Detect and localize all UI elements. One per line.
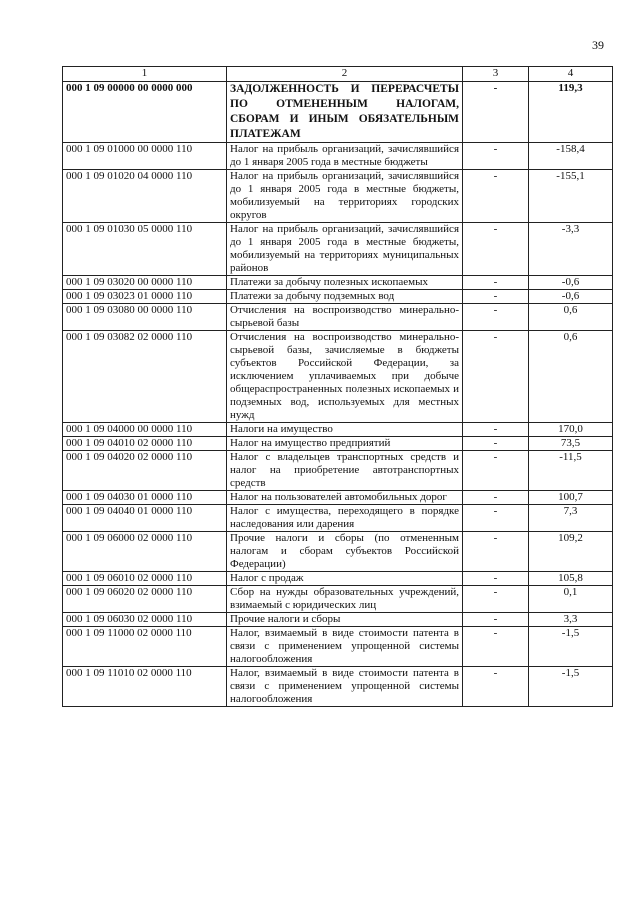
column-3-cell: - (463, 505, 529, 532)
name-cell: Налог на пользователей автомобильных дорог (227, 491, 463, 505)
code-cell: 000 1 09 03023 01 0000 110 (63, 290, 227, 304)
name-cell: ЗАДОЛЖЕННОСТЬ И ПЕРЕРАСЧЕТЫ ПО ОТМЕНЕННЫМ НАЛОГАМ, СБОРАМ И ИНЫМ ОБЯЗАТЕЛЬНЫМ ПЛАТЕЖАМ (227, 82, 463, 143)
name-cell: Налог на прибыль организаций, зачислявшийся до 1 января 2005 года в местные бюджеты (227, 143, 463, 170)
table-row (63, 532, 613, 572)
amount-cell: 3,3 (529, 613, 613, 627)
column-3-cell: - (463, 170, 529, 223)
code-cell: 000 1 09 01030 05 0000 110 (63, 223, 227, 276)
table-row (63, 572, 613, 586)
column-3-cell: - (463, 223, 529, 276)
amount-cell: 100,7 (529, 491, 613, 505)
column-3-cell: - (463, 143, 529, 170)
table-row (63, 667, 613, 707)
column-3-cell: - (463, 451, 529, 491)
amount-cell: 119,3 (529, 82, 613, 143)
amount-cell: -0,6 (529, 290, 613, 304)
table-body (63, 82, 613, 707)
code-cell: 000 1 09 04040 01 0000 110 (63, 505, 227, 532)
column-3-cell: - (463, 290, 529, 304)
column-3-cell: - (463, 423, 529, 437)
code-cell: 000 1 09 04020 02 0000 110 (63, 451, 227, 491)
name-cell: Налоги на имущество (227, 423, 463, 437)
code-cell: 000 1 09 04010 02 0000 110 (63, 437, 227, 451)
name-cell: Прочие налоги и сборы (227, 613, 463, 627)
amount-cell: 105,8 (529, 572, 613, 586)
table-row (63, 331, 613, 423)
amount-cell: -155,1 (529, 170, 613, 223)
table-header-row (63, 67, 613, 82)
amount-cell: 170,0 (529, 423, 613, 437)
budget-table (62, 66, 613, 707)
amount-cell: 109,2 (529, 532, 613, 572)
name-cell: Налог с имущества, переходящего в порядке наследования или дарения (227, 505, 463, 532)
code-cell: 000 1 09 06020 02 0000 110 (63, 586, 227, 613)
amount-cell: -11,5 (529, 451, 613, 491)
code-cell: 000 1 09 04030 01 0000 110 (63, 491, 227, 505)
column-header-1: 1 (63, 67, 227, 82)
table-row (63, 437, 613, 451)
table-row (63, 451, 613, 491)
name-cell: Платежи за добычу подземных вод (227, 290, 463, 304)
column-3-cell: - (463, 491, 529, 505)
table-row (63, 223, 613, 276)
table-row (63, 170, 613, 223)
name-cell: Налог на прибыль организаций, зачислявшийся до 1 января 2005 года в местные бюджеты, мобилизуемый на территориях муниципальных районов (227, 223, 463, 276)
table-row (63, 586, 613, 613)
code-cell: 000 1 09 06010 02 0000 110 (63, 572, 227, 586)
amount-cell: -3,3 (529, 223, 613, 276)
name-cell: Прочие налоги и сборы (по отмененным налогам и сборам субъектов Российской Федерации) (227, 532, 463, 572)
code-cell: 000 1 09 11010 02 0000 110 (63, 667, 227, 707)
column-3-cell: - (463, 627, 529, 667)
name-cell: Налог, взимаемый в виде стоимости патента в связи с применением упрощенной системы налогообложения (227, 667, 463, 707)
table-row (63, 304, 613, 331)
amount-cell: 0,6 (529, 331, 613, 423)
table-row (63, 505, 613, 532)
page-number: 39 (592, 38, 604, 52)
name-cell: Налог с владельцев транспортных средств и налог на приобретение автотранспортных средств (227, 451, 463, 491)
code-cell: 000 1 09 00000 00 0000 000 (63, 82, 227, 143)
table-row (63, 423, 613, 437)
table-row (63, 613, 613, 627)
table-row (63, 276, 613, 290)
name-cell: Налог на прибыль организаций, зачислявшийся до 1 января 2005 года в местные бюджеты, мобилизуемый на территориях городских округов (227, 170, 463, 223)
column-3-cell: - (463, 304, 529, 331)
code-cell: 000 1 09 11000 02 0000 110 (63, 627, 227, 667)
column-3-cell: - (463, 572, 529, 586)
name-cell: Налог на имущество предприятий (227, 437, 463, 451)
amount-cell: 0,1 (529, 586, 613, 613)
column-3-cell: - (463, 437, 529, 451)
table-row (63, 627, 613, 667)
amount-cell: 73,5 (529, 437, 613, 451)
column-3-cell: - (463, 613, 529, 627)
amount-cell: -0,6 (529, 276, 613, 290)
code-cell: 000 1 09 06030 02 0000 110 (63, 613, 227, 627)
code-cell: 000 1 09 06000 02 0000 110 (63, 532, 227, 572)
name-cell: Налог, взимаемый в виде стоимости патента в связи с применением упрощенной системы налогообложения (227, 627, 463, 667)
column-3-cell: - (463, 82, 529, 143)
amount-cell: -1,5 (529, 627, 613, 667)
amount-cell: 0,6 (529, 304, 613, 331)
column-header-2: 2 (227, 67, 463, 82)
amount-cell: -158,4 (529, 143, 613, 170)
code-cell: 000 1 09 01020 04 0000 110 (63, 170, 227, 223)
name-cell: Налог с продаж (227, 572, 463, 586)
amount-cell: 7,3 (529, 505, 613, 532)
amount-cell: -1,5 (529, 667, 613, 707)
code-cell: 000 1 09 03020 00 0000 110 (63, 276, 227, 290)
code-cell: 000 1 09 04000 00 0000 110 (63, 423, 227, 437)
column-header-3: 3 (463, 67, 529, 82)
name-cell: Платежи за добычу полезных ископаемых (227, 276, 463, 290)
name-cell: Сбор на нужды образовательных учреждений, взимаемый с юридических лиц (227, 586, 463, 613)
table-row (63, 491, 613, 505)
code-cell: 000 1 09 01000 00 0000 110 (63, 143, 227, 170)
column-header-4: 4 (529, 67, 613, 82)
name-cell: Отчисления на воспроизводство минерально-сырьевой базы (227, 304, 463, 331)
column-3-cell: - (463, 276, 529, 290)
table-row (63, 143, 613, 170)
table-row (63, 290, 613, 304)
column-3-cell: - (463, 586, 529, 613)
code-cell: 000 1 09 03082 02 0000 110 (63, 331, 227, 423)
name-cell: Отчисления на воспроизводство минерально-сырьевой базы, зачисляемые в бюджеты субъектов Российской Федерации, за исключением уплачиваемых при добыче общераспространенных полезных ископаемых и подземных вод, используемых для местных нужд (227, 331, 463, 423)
column-3-cell: - (463, 331, 529, 423)
table-row (63, 82, 613, 143)
column-3-cell: - (463, 532, 529, 572)
code-cell: 000 1 09 03080 00 0000 110 (63, 304, 227, 331)
column-3-cell: - (463, 667, 529, 707)
